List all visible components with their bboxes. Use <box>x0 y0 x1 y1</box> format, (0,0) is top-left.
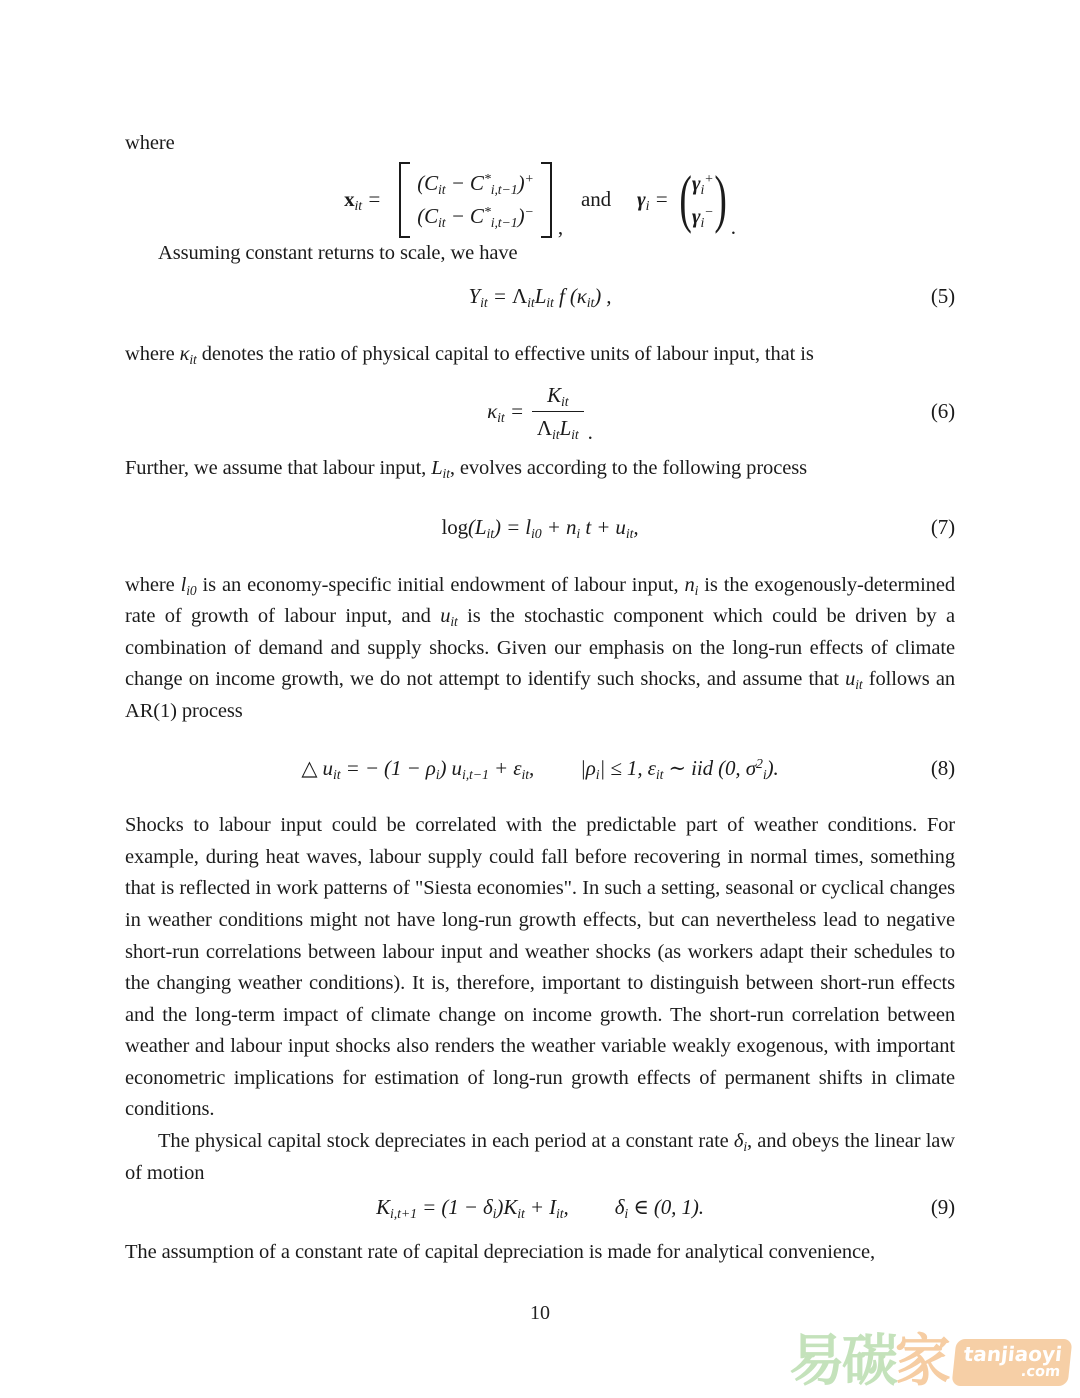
equation-5-body: $Y_{it} = \Lambda_{it}L_{it}$ f $(\kappa_{it})$ , <box>468 284 612 311</box>
equation-6-number: (6) <box>930 399 955 424</box>
equation-9-body: $K_{i,t+1} = (1 - \delta_i)K_{it} + I_{it}$, <box>376 1195 569 1222</box>
gamma-row-plus: $\gamma_i^+$ <box>691 170 714 197</box>
gamma-row-minus: $\gamma_i^-$ <box>691 203 714 230</box>
equation-9-condition: $\delta_i$ ∈ (0, 1). <box>614 1195 704 1222</box>
x-vector-row-plus: $(C_{it} - C^*_{i,t-1})^+$ <box>417 170 534 197</box>
x-vector-row-minus: $(C_{it} - C^*_{i,t-1})^-$ <box>417 203 534 230</box>
equation-6-period: . <box>587 420 593 445</box>
text-run: , evolves according to the following process <box>449 457 807 480</box>
right-parenthesis: ) <box>713 163 727 235</box>
text-run: denotes the ratio of physical capital to effective units of labour input, that is <box>196 342 814 365</box>
inline-math: $L_{it}$ <box>431 457 450 482</box>
equation-6-fraction <box>532 382 584 441</box>
text-run: Further, we assume that labour input, <box>125 457 432 480</box>
equation-8 <box>125 753 955 785</box>
assumption-paragraph <box>125 1237 955 1269</box>
watermark-badge-line1: tanjiaoyi <box>962 1341 1064 1366</box>
left-parenthesis: ( <box>679 163 692 235</box>
text-run: The assumption of a constant rate of capital depreciation is made for analytical convenience, <box>125 1240 876 1263</box>
text-run: where <box>125 342 180 365</box>
equation-7 <box>125 512 955 544</box>
equation-5-number: (5) <box>930 284 955 309</box>
equation-6-lhs: $\kappa_{it}$ = <box>487 399 524 425</box>
text-run: , and obeys the linear law of motion <box>125 1130 955 1184</box>
equation-5 <box>125 281 955 313</box>
right-square-bracket <box>541 162 552 238</box>
assuming-line <box>125 238 955 270</box>
inline-math: $\delta_i$ <box>733 1130 748 1154</box>
eq-x-period: . <box>730 214 736 239</box>
fraction-numerator: $K_{it}$ <box>547 383 569 410</box>
equation-8-number: (8) <box>930 755 955 780</box>
eq-x-lhs: $x_{it}$ = <box>344 186 382 213</box>
text-run: follows an AR(1) process <box>125 668 955 722</box>
text-run: Assuming constant returns to scale, we have <box>158 241 518 264</box>
weather-shocks-paragraph <box>125 810 955 1126</box>
eq-gamma-lhs: $\gamma_i$ = <box>637 186 669 213</box>
inline-math: $u_{it}$ <box>440 605 458 629</box>
equation-6 <box>125 382 955 445</box>
watermark <box>788 1329 1072 1394</box>
watermark-cjk-green: 易碳 <box>788 1329 895 1394</box>
equation-7-number: (7) <box>930 514 955 539</box>
inline-math: $n_i$ <box>684 573 699 598</box>
text-run: is the exogenously-determined rate of growth of labour input, and <box>125 573 955 628</box>
page-body <box>125 128 955 1268</box>
labour-paragraph <box>125 570 955 728</box>
inline-math: $l_{i0}$ <box>180 573 197 598</box>
further-line <box>125 453 955 485</box>
text-run: Shocks to labour input could be correlated with the predictable part of weather conditions. For example, during heat waves, labour supply could fall before recovering in normal times, something that is reflected in work patterns of "Siesta economies". In such a setting, seasonal or cyclical changes in weather conditions might not have long-run growth effects, but can nevertheless lead to negative short-run correlations between labour input and weather shocks (as workers adapt their schedules to the changing weather conditions). It is, therefore, important to distinguish between short-run effects and the long-term impact of climate change on income growth. The short-run correlation between weather and labour input shocks also renders the weather variable weakly exogenous, with important econometric implications for estimation of long-run growth effects of permanent shifts in climate conditions. <box>125 814 955 1121</box>
inline-math: $u_{it}$ <box>845 668 863 693</box>
where-intro-line: where <box>125 132 175 154</box>
watermark-cjk-orange: 家 <box>894 1329 948 1394</box>
where-kappa-line <box>125 339 955 371</box>
equation-8-body: △ $u_{it}$ = − $(1 - \rho_i)$ $u_{i,t-1} + \varepsilon_{it}$, <box>301 755 535 782</box>
and-word: and <box>580 186 611 211</box>
fraction-denominator: $\Lambda_{it}L_{it}$ <box>532 411 584 441</box>
eq-x-comma: , <box>557 214 563 239</box>
inline-math: $\kappa_{it}$ <box>179 342 197 367</box>
left-square-bracket <box>399 162 410 238</box>
text-run: where <box>125 573 181 596</box>
equation-9-number: (9) <box>930 1195 955 1220</box>
equation-x-gamma-definition <box>125 163 955 239</box>
equation-8-condition: $|\rho_i| \le 1$, $\varepsilon_{it}$ ∼ iid (0, $\sigma^2_i$). <box>580 755 779 782</box>
text-run: is an economy-specific initial endowment of labour input, <box>196 573 685 596</box>
gamma-vector-column <box>692 167 714 233</box>
watermark-badge <box>951 1339 1072 1386</box>
capital-stock-paragraph <box>125 1126 955 1189</box>
x-vector-column <box>417 167 534 233</box>
text-run: The physical capital stock depreciates in each period at a constant rate <box>158 1130 734 1153</box>
equation-7-body: $\log(L_{it}) = l_{i0} + n_i$ $t + u_{it}$, <box>441 514 639 541</box>
watermark-badge-line2: .com <box>1019 1363 1061 1380</box>
page-number: 10 <box>530 1302 550 1324</box>
text-run: is the stochastic component which could be driven by a combination of demand and supply shocks. Given our emphasis on the long-run effects of climate change on income growth, we do not attempt to identify such shocks, and assume that <box>125 605 956 691</box>
equation-9 <box>125 1192 955 1224</box>
